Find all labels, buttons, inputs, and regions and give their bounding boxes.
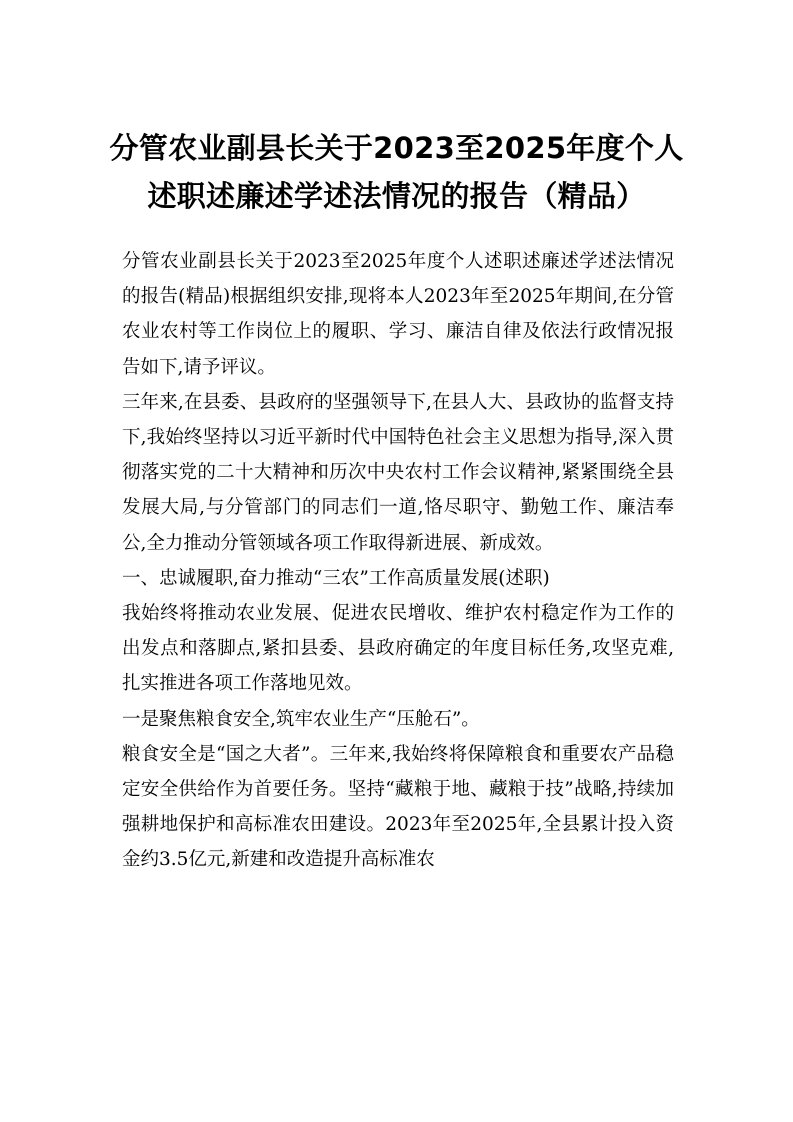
document-title: [100, 124, 693, 220]
grain-security-paragraph: 粮食安全是“国之大者”。三年来,我始终将保障粮食和重要农产品稳定安全供给作为首要任务。坚持“藏粮于地、藏粮于技”战略,持续加强耕地保护和高标准农田建设。2023年至2025年,全县累计投入资金约3.5亿元,新建和改造提升高标准农: [122, 743, 674, 871]
overview-paragraph: 三年来,在县委、县政府的坚强领导下,在县人大、县政协的监督支持下,我始终坚持以习近平新时代中国特色社会主义思想为指导,深入贯彻落实党的二十大精神和历次中央农村工作会议精神,紧紧围绕全县发展大局,与分管部门的同志们一道,恪尽职守、勤勉工作、廉洁奉公,全力推动分管领域各项工作取得新进展、新成效。: [122, 391, 674, 554]
title-line-2: 述职述廉述学述法情况的报告（精品）: [147, 179, 646, 213]
title-line-1: 分管农业副县长关于2023至2025年度个人: [109, 131, 684, 165]
section-heading-1: 一、忠诚履职,奋力推动“三农”工作高质量发展(述职): [122, 567, 550, 589]
subsection-heading-1: 一是聚焦粮食安全,筑牢农业生产“压舱石”。: [122, 708, 480, 730]
intro-paragraph: 分管农业副县长关于2023至2025年度个人述职述廉述学述法情况的报告(精品)根据组织安排,现将本人2023年至2025年期间,在分管农业农村等工作岗位上的履职、学习、廉洁自律及依法行政情况报告如下,请予评议。: [122, 251, 674, 378]
document-body: [122, 244, 674, 878]
section-intro-paragraph: 我始终将推动农业发展、促进农民增收、维护农村稳定作为工作的出发点和落脚点,紧扣县委、县政府确定的年度目标任务,攻坚克难,扎实推进各项工作落地见效。: [122, 603, 674, 695]
